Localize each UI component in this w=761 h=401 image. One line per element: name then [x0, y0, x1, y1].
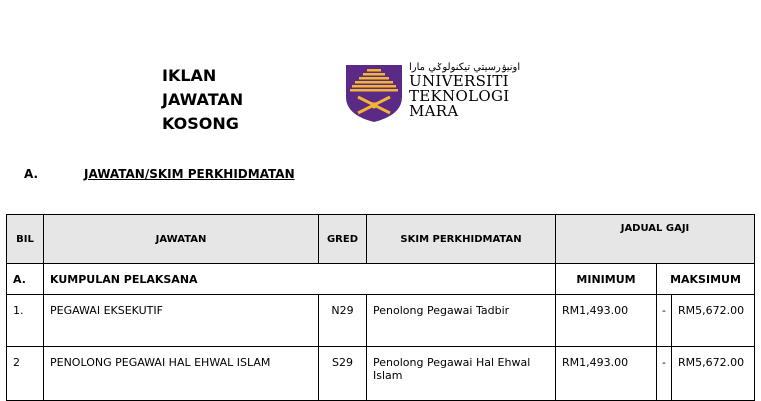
- logo-wordmark: [409, 62, 520, 119]
- title-line-3: KOSONG: [162, 114, 239, 133]
- page-title: [162, 64, 243, 136]
- row-gred: N29: [319, 295, 367, 347]
- section-letter: A.: [24, 167, 39, 181]
- row-skim: Penolong Pegawai Tadbir: [367, 295, 556, 347]
- header-skim: SKIM PERKHIDMATAN: [367, 215, 556, 264]
- table-row: [7, 295, 755, 347]
- row-separator: -: [657, 295, 672, 347]
- group-minimum: MINIMUM: [556, 264, 657, 295]
- row-min: RM1,493.00: [556, 347, 657, 401]
- row-gred: S29: [319, 347, 367, 401]
- header-gred: GRED: [319, 215, 367, 264]
- row-bil: 2: [7, 347, 44, 401]
- logo-line-3: MARA: [409, 102, 459, 120]
- section-title: JAWATAN/SKIM PERKHIDMATAN: [84, 167, 295, 181]
- row-skim: Penolong Pegawai Hal Ehwal Islam: [367, 347, 556, 401]
- row-jawatan: PEGAWAI EKSEKUTIF: [44, 295, 319, 347]
- row-jawatan: PENOLONG PEGAWAI HAL EHWAL ISLAM: [44, 347, 319, 401]
- logo-line-2: TEKNOLOGI: [409, 87, 510, 105]
- row-bil: 1.: [7, 295, 44, 347]
- group-bil: A.: [7, 264, 44, 295]
- group-row: [7, 264, 755, 295]
- header-jawatan: JAWATAN: [44, 215, 319, 264]
- header-bil: BIL: [7, 215, 44, 264]
- table-header-row: [7, 215, 755, 264]
- row-min: RM1,493.00: [556, 295, 657, 347]
- title-line-2: JAWATAN: [162, 90, 244, 109]
- uitm-logo-icon: [344, 63, 404, 123]
- vacancy-table: [6, 214, 755, 401]
- row-max: RM5,672.00: [672, 347, 755, 401]
- group-maksimum: MAKSIMUM: [657, 264, 755, 295]
- group-name: KUMPULAN PELAKSANA: [44, 264, 556, 295]
- logo-line-1: UNIVERSITI: [409, 72, 509, 90]
- title-line-1: IKLAN: [162, 66, 217, 85]
- row-separator: -: [657, 347, 672, 401]
- header-jadual-gaji: JADUAL GAJI: [556, 215, 755, 264]
- row-max: RM5,672.00: [672, 295, 755, 347]
- logo-jawi-text: اونيۏرسيتي تيكنولوݢي مارا: [409, 62, 521, 73]
- table-row: [7, 347, 755, 401]
